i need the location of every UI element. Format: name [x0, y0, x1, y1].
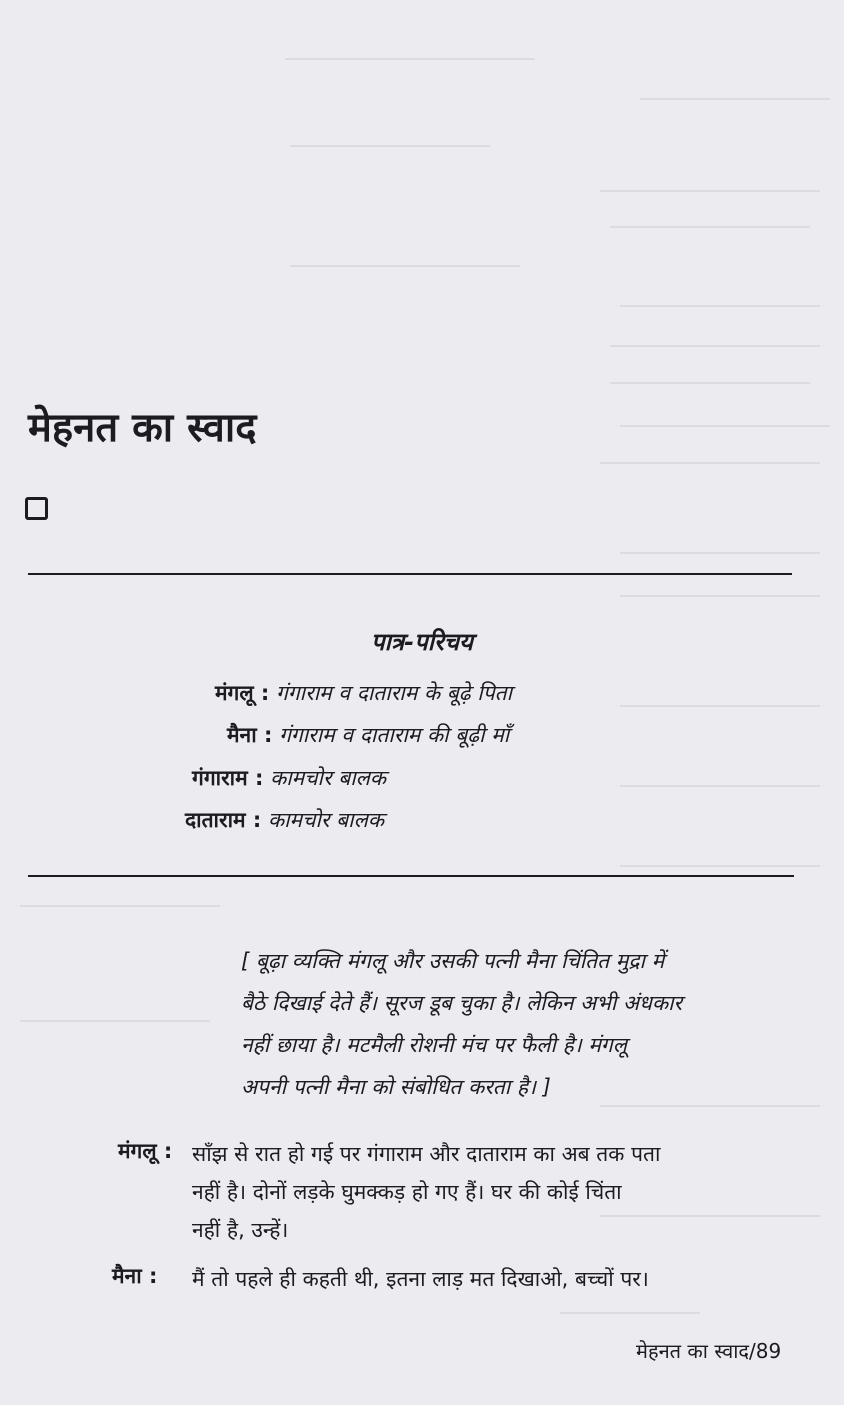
chapter-title: मेहनत का स्वाद: [28, 405, 257, 451]
dialogue-text: [192, 1135, 660, 1249]
running-footer: मेहनत का स्वाद/89: [636, 1339, 782, 1363]
cast-description: गंगाराम व दाताराम के बूढ़े पिता: [276, 681, 513, 705]
cast-name: गंगाराम :: [192, 766, 264, 790]
top-divider: [28, 573, 792, 575]
dialogue-line: मैं तो पहले ही कहती थी, इतना लाड़ मत दिखाओ, बच्चों पर।: [192, 1267, 649, 1291]
speaker-label: मंगलू :: [118, 1139, 173, 1163]
cast-name: मैना :: [227, 723, 273, 747]
dialogue-line: नहीं है। दोनों लड़के घुमक्कड़ हो गए हैं। घर की कोई चिंता: [192, 1180, 622, 1204]
cast-name: दाताराम :: [185, 808, 262, 832]
cast-name: मंगलू :: [215, 681, 270, 705]
dialogue-line: साँझ से रात हो गई पर गंगाराम और दाताराम का अब तक पता: [192, 1142, 661, 1166]
stage-direction: [241, 940, 806, 1108]
speaker-label: मैना :: [112, 1264, 158, 1288]
cast-item: [185, 806, 384, 834]
stage-direction-line: नहीं छाया है। मटमैली रोशनी मंच पर फैली है। मंगलू: [241, 1033, 627, 1057]
cast-heading: पात्र-परिचय: [371, 628, 473, 656]
bottom-divider: [28, 875, 794, 877]
cast-item: [227, 721, 509, 749]
cast-description: कामचोर बालक: [270, 766, 387, 790]
cast-description: गंगाराम व दाताराम की बूढ़ी माँ: [279, 723, 510, 747]
cast-item: [215, 679, 512, 707]
square-bullet-icon: [25, 497, 48, 520]
stage-direction-line: अपनी पत्नी मैना को संबोधित करता है। ]: [241, 1075, 551, 1099]
cast-item: [192, 764, 386, 792]
stage-direction-line: [ बूढ़ा व्यक्ति मंगलू और उसकी पत्नी मैना चिंतित मुद्रा में: [241, 949, 665, 973]
dialogue-text: [192, 1260, 649, 1298]
stage-direction-line: बैठे दिखाई देते हैं। सूरज डूब चुका है। लेकिन अभी अंधकार: [241, 991, 683, 1015]
cast-description: कामचोर बालक: [267, 808, 384, 832]
dialogue-line: नहीं है, उन्हें।: [192, 1218, 289, 1242]
